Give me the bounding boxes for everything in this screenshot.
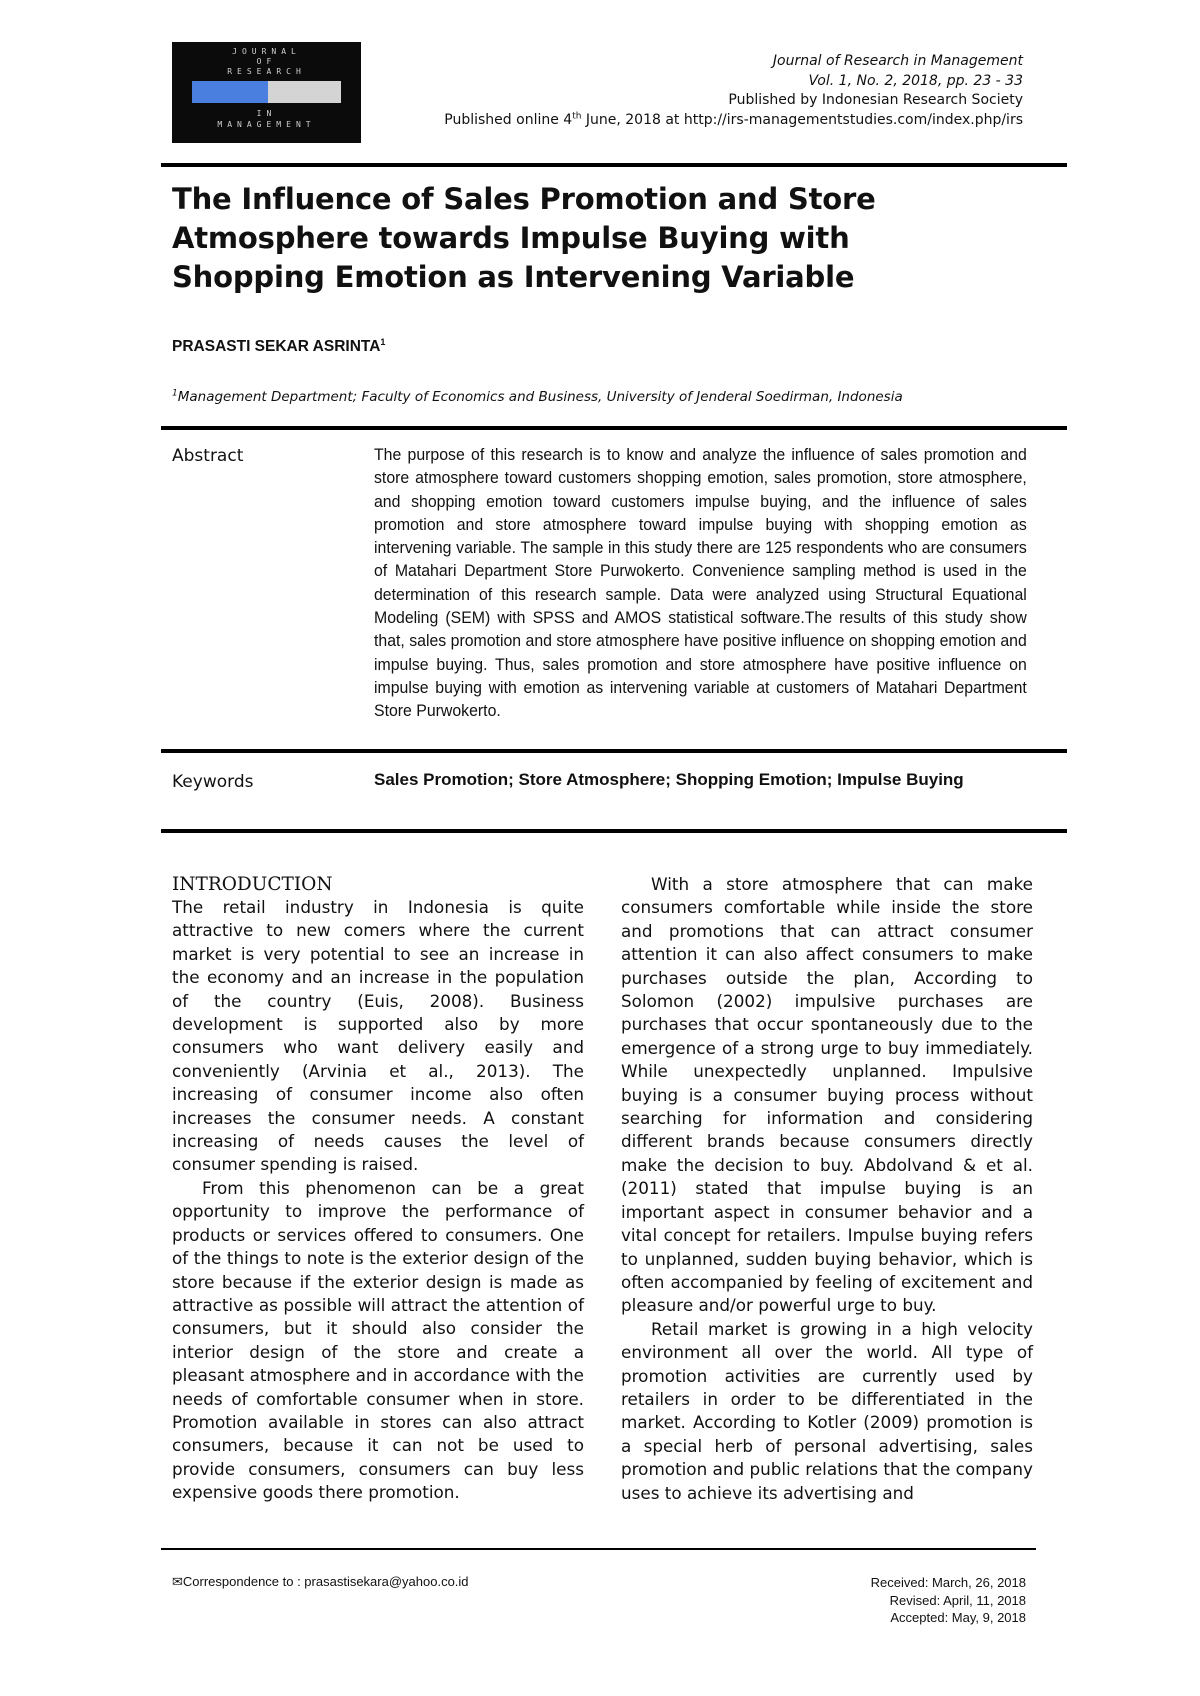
- journal-volume: Vol. 1, No. 2, 2018, pp. 23 - 33: [808, 72, 1023, 89]
- correspondence-text: Correspondence to : prasastisekara@yahoo.co.id: [182, 1574, 469, 1589]
- logo-text-management: MANAGEMENT: [217, 120, 316, 129]
- footnote-rule: [161, 1548, 1036, 1550]
- journal-online: [444, 111, 1023, 131]
- author-name: [172, 338, 385, 356]
- header-rule: [161, 163, 1067, 167]
- affiliation-text: Management Department; Faculty of Economics and Business, University of Jenderal Soedirman, Indonesia: [177, 389, 903, 405]
- author-sup: 1: [380, 336, 386, 347]
- logo-text-of: OF: [256, 57, 277, 66]
- intro-paragraph: From this phenomenon can be a great opportunity to improve the performance of products or services offered to consumers. One of the things to note is the exterior design of the store because if the exterior design is made as attractive as possible will attract the attention of consumers, but it should also consider the interior design of the store and create a pleasant atmosphere and in accordance with the needs of comfortable consumer when in store. Promotion available in stores can also attract consumers, because it can not be used to provide consumers, consumers can buy less expensive goods there promotion.: [172, 1177, 584, 1503]
- correspondence-note: [172, 1574, 469, 1590]
- paper-title: The Influence of Sales Promotion and Store Atmosphere towards Impulse Buying with Shopping Emotion as Intervening Variable: [172, 182, 876, 294]
- online-sup: th: [572, 110, 582, 121]
- affiliation-sup: 1: [172, 388, 178, 399]
- received-date: Received: March, 26, 2018: [870, 1575, 1026, 1590]
- keywords-text: Sales Promotion; Store Atmosphere; Shopping Emotion; Impulse Buying: [374, 770, 964, 789]
- abstract-top-rule: [161, 426, 1067, 430]
- journal-name: Journal of Research in Management: [772, 53, 1023, 69]
- journal-logo: [172, 42, 361, 143]
- logo-text-research: RESEARCH: [227, 67, 306, 76]
- author-text: PRASASTI SEKAR ASRINTA: [172, 338, 381, 355]
- body-column-left: [172, 873, 584, 1505]
- intro-paragraph: With a store atmosphere that can make consumers comfortable while inside the store and promotions that can attract consumer attention it can also affect consumers to make purchases outside the plan, According to Solomon (2002) impulsive purchases are purchases that occur spontaneously due to the emergence of a strong urge to buy immediately. While unexpectedly unplanned. Impulsive buying is a consumer buying process without searching for information and considering different brands because consumers directly make the decision to buy. Abdolvand & et al. (2011) stated that impulse buying is an important aspect in consumer behavior and a vital concept for retailers. Impulse buying refers to unplanned, sudden buying behavior, which is often accompanied by feeling of excitement and pleasure and/or powerful urge to buy.: [621, 874, 1033, 1316]
- logo-grey-bar: [268, 81, 341, 103]
- submission-dates: [871, 1574, 1026, 1627]
- intro-paragraph: Retail market is growing in a high velocity environment all over the world. All type of promotion activities are currently used by retailers in order to be differentiated in the market. According to Kotler (2009) promotion is a special herb of personal advertising, sales promotion and public relations that the company uses to achieve its advertising and: [621, 1318, 1033, 1503]
- keywords-top-rule: [161, 749, 1067, 753]
- abstract-text: The purpose of this research is to know and analyze the influence of sales promotion and store atmosphere toward customers shopping emotion, sales promotion, store atmosphere, and shopping emotion toward customers impulse buying, and the influence of sales promotion and store atmosphere toward impulse buying with shopping emotion as intervening variable. The sample in this study there are 125 respondents who are consumers of Matahari Department Store Purwokerto. Convenience sampling method is used in the determination of this research sample. Data were analyzed using Structural Equational Modeling (SEM) with SPSS and AMOS statistical software.The results of this study show that, sales promotion and store atmosphere have positive influence on shopping emotion and impulse buying. Thus, sales promotion and store atmosphere have positive influence on impulse buying with emotion as intervening variable at customers of Matahari Department Store Purwokerto.: [374, 446, 1027, 721]
- body-column-right: [621, 873, 1033, 1505]
- affiliation: [172, 389, 903, 405]
- logo-text-journal: JOURNAL: [232, 47, 301, 56]
- logo-text-in: IN: [256, 109, 277, 118]
- online-suffix: June, 2018 at http://irs-managementstudies.com/index.php/irs: [581, 111, 1023, 128]
- envelope-icon: ✉: [172, 1574, 183, 1589]
- intro-heading: INTRODUCTION: [172, 874, 333, 895]
- journal-info: [444, 52, 1023, 130]
- intro-paragraph: The retail industry in Indonesia is quite attractive to new comers where the current market is very potential to see an increase in the economy and an increase in the population of the country (Euis, 2008). Business development is supported also by more consumers who want delivery easily and conveniently (Arvinia et al., 2013). The increasing of consumer income also often increases the consumer needs. A constant increasing of needs causes the level of consumer spending is raised.: [172, 897, 584, 1175]
- keywords-bottom-rule: [161, 829, 1067, 833]
- online-prefix: Published online 4: [444, 111, 573, 128]
- logo-blue-bar: [192, 81, 268, 103]
- accepted-date: Accepted: May, 9, 2018: [890, 1610, 1026, 1625]
- revised-date: Revised: April, 11, 2018: [889, 1592, 1026, 1608]
- keywords-label: Keywords: [172, 772, 254, 792]
- journal-publisher: Published by Indonesian Research Society: [728, 92, 1023, 108]
- abstract-label: Abstract: [172, 446, 244, 466]
